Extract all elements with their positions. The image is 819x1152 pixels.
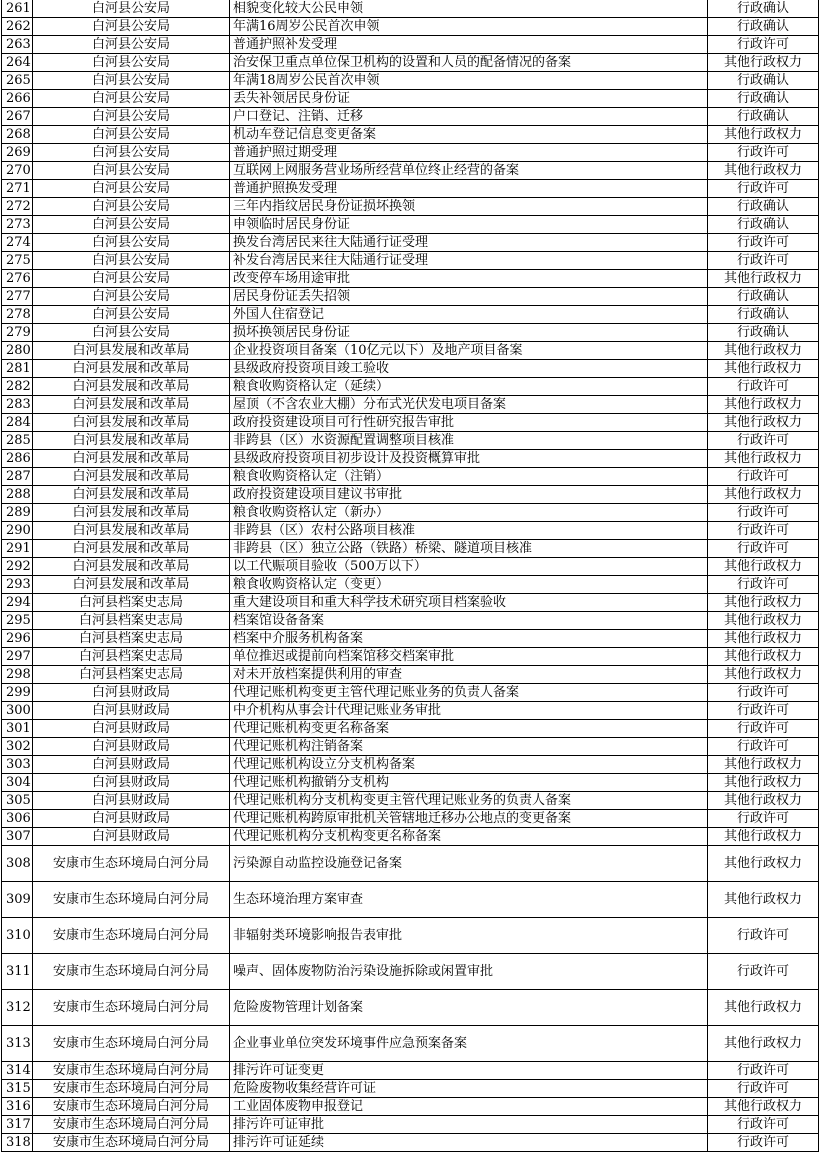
- department-cell: 安康市生态环境局白河分局: [33, 1062, 230, 1080]
- item-name-cell: 普通护照补发受理: [230, 36, 708, 54]
- item-name-cell: 政府投资建设项目建议书审批: [230, 486, 708, 504]
- table-row: [2, 432, 819, 450]
- department-cell: 白河县公安局: [33, 90, 230, 108]
- table-row: [2, 648, 819, 666]
- power-type-cell: 行政许可: [708, 954, 819, 990]
- power-type-cell: 其他行政权力: [708, 594, 819, 612]
- item-name-cell: 工业固体废物申报登记: [230, 1098, 708, 1116]
- row-number-cell: 301: [2, 720, 33, 738]
- power-type-cell: 行政许可: [708, 702, 819, 720]
- department-cell: 白河县公安局: [33, 288, 230, 306]
- item-name-cell: 排污许可证变更: [230, 1062, 708, 1080]
- power-type-cell: 行政确认: [708, 198, 819, 216]
- power-type-cell: 行政许可: [708, 810, 819, 828]
- item-name-cell: 重大建设项目和重大科学技术研究项目档案验收: [230, 594, 708, 612]
- item-name-cell: 换发台湾居民来往大陆通行证受理: [230, 234, 708, 252]
- item-name-cell: 代理记账机构撤销分支机构: [230, 774, 708, 792]
- row-number-cell: 264: [2, 54, 33, 72]
- row-number-cell: 311: [2, 954, 33, 990]
- table-row: [2, 90, 819, 108]
- row-number-cell: 317: [2, 1116, 33, 1134]
- power-type-cell: 行政许可: [708, 684, 819, 702]
- power-type-cell: 其他行政权力: [708, 828, 819, 846]
- power-type-cell: 行政确认: [708, 0, 819, 18]
- row-number-cell: 278: [2, 306, 33, 324]
- power-type-cell: 其他行政权力: [708, 342, 819, 360]
- item-name-cell: 居民身份证丢失招领: [230, 288, 708, 306]
- table-row: [2, 504, 819, 522]
- table-row: [2, 18, 819, 36]
- power-type-cell: 行政确认: [708, 324, 819, 342]
- power-type-cell: 行政许可: [708, 1062, 819, 1080]
- row-number-cell: 300: [2, 702, 33, 720]
- item-name-cell: 相貌变化较大公民申领: [230, 0, 708, 18]
- item-name-cell: 县级政府投资项目竣工验收: [230, 360, 708, 378]
- item-name-cell: 外国人住宿登记: [230, 306, 708, 324]
- row-number-cell: 272: [2, 198, 33, 216]
- department-cell: 白河县公安局: [33, 144, 230, 162]
- table-row: [2, 918, 819, 954]
- power-type-cell: 其他行政权力: [708, 666, 819, 684]
- table-row: [2, 288, 819, 306]
- table-row: [2, 108, 819, 126]
- table-row: [2, 576, 819, 594]
- power-type-cell: 行政确认: [708, 108, 819, 126]
- power-type-cell: 其他行政权力: [708, 396, 819, 414]
- department-cell: 安康市生态环境局白河分局: [33, 1116, 230, 1134]
- power-type-cell: 其他行政权力: [708, 54, 819, 72]
- table-row: [2, 342, 819, 360]
- item-name-cell: 普通护照过期受理: [230, 144, 708, 162]
- department-cell: 白河县发展和改革局: [33, 468, 230, 486]
- power-type-cell: 其他行政权力: [708, 630, 819, 648]
- item-name-cell: 县级政府投资项目初步设计及投资概算审批: [230, 450, 708, 468]
- power-type-cell: 行政许可: [708, 180, 819, 198]
- row-number-cell: 284: [2, 414, 33, 432]
- department-cell: 白河县发展和改革局: [33, 558, 230, 576]
- power-type-cell: 其他行政权力: [708, 360, 819, 378]
- row-number-cell: 287: [2, 468, 33, 486]
- row-number-cell: 291: [2, 540, 33, 558]
- department-cell: 白河县发展和改革局: [33, 540, 230, 558]
- item-name-cell: 危险废物管理计划备案: [230, 990, 708, 1026]
- department-cell: 安康市生态环境局白河分局: [33, 882, 230, 918]
- item-name-cell: 丢失补领居民身份证: [230, 90, 708, 108]
- row-number-cell: 280: [2, 342, 33, 360]
- row-number-cell: 268: [2, 126, 33, 144]
- department-cell: 白河县财政局: [33, 810, 230, 828]
- table-row: [2, 144, 819, 162]
- table-row: [2, 540, 819, 558]
- row-number-cell: 314: [2, 1062, 33, 1080]
- department-cell: 白河县财政局: [33, 738, 230, 756]
- table-row: [2, 468, 819, 486]
- department-cell: 白河县发展和改革局: [33, 396, 230, 414]
- row-number-cell: 308: [2, 846, 33, 882]
- department-cell: 白河县公安局: [33, 270, 230, 288]
- item-name-cell: 治安保卫重点单位保卫机构的设置和人员的配备情况的备案: [230, 54, 708, 72]
- item-name-cell: 以工代赈项目验收（500万以下）: [230, 558, 708, 576]
- row-number-cell: 262: [2, 18, 33, 36]
- item-name-cell: 企业事业单位突发环境事件应急预案备案: [230, 1026, 708, 1062]
- power-type-cell: 行政许可: [708, 576, 819, 594]
- power-type-cell: 其他行政权力: [708, 612, 819, 630]
- item-name-cell: 代理记账机构变更主管代理记账业务的负责人备案: [230, 684, 708, 702]
- row-number-cell: 267: [2, 108, 33, 126]
- table-row: [2, 306, 819, 324]
- row-number-cell: 312: [2, 990, 33, 1026]
- row-number-cell: 306: [2, 810, 33, 828]
- row-number-cell: 290: [2, 522, 33, 540]
- item-name-cell: 申领临时居民身份证: [230, 216, 708, 234]
- item-name-cell: 排污许可证延续: [230, 1134, 708, 1152]
- department-cell: 白河县公安局: [33, 324, 230, 342]
- power-type-cell: 行政确认: [708, 288, 819, 306]
- department-cell: 白河县发展和改革局: [33, 360, 230, 378]
- table-row: [2, 234, 819, 252]
- item-name-cell: 企业投资项目备案（10亿元以下）及地产项目备案: [230, 342, 708, 360]
- table-row: [2, 522, 819, 540]
- row-number-cell: 316: [2, 1098, 33, 1116]
- department-cell: 白河县财政局: [33, 702, 230, 720]
- item-name-cell: 非跨县（区）独立公路（铁路）桥梁、隧道项目核准: [230, 540, 708, 558]
- power-type-cell: 其他行政权力: [708, 270, 819, 288]
- table-body: [2, 0, 819, 1152]
- row-number-cell: 282: [2, 378, 33, 396]
- power-type-cell: 行政许可: [708, 252, 819, 270]
- table-row: [2, 126, 819, 144]
- item-name-cell: 档案中介服务机构备案: [230, 630, 708, 648]
- row-number-cell: 309: [2, 882, 33, 918]
- row-number-cell: 294: [2, 594, 33, 612]
- power-type-cell: 行政许可: [708, 1080, 819, 1098]
- department-cell: 白河县公安局: [33, 198, 230, 216]
- item-name-cell: 生态环境治理方案审查: [230, 882, 708, 918]
- department-cell: 白河县财政局: [33, 792, 230, 810]
- table-row: [2, 198, 819, 216]
- table-row: [2, 774, 819, 792]
- power-type-cell: 行政许可: [708, 1116, 819, 1134]
- power-type-cell: 行政许可: [708, 234, 819, 252]
- department-cell: 安康市生态环境局白河分局: [33, 1080, 230, 1098]
- row-number-cell: 286: [2, 450, 33, 468]
- table-row: [2, 414, 819, 432]
- power-type-cell: 行政确认: [708, 216, 819, 234]
- item-name-cell: 户口登记、注销、迁移: [230, 108, 708, 126]
- table-row: [2, 810, 819, 828]
- table-row: [2, 216, 819, 234]
- row-number-cell: 313: [2, 1026, 33, 1062]
- department-cell: 白河县发展和改革局: [33, 342, 230, 360]
- department-cell: 白河县公安局: [33, 0, 230, 18]
- item-name-cell: 非跨县（区）农村公路项目核准: [230, 522, 708, 540]
- table-row: [2, 0, 819, 18]
- item-name-cell: 对未开放档案提供利用的审查: [230, 666, 708, 684]
- item-name-cell: 粮食收购资格认定（变更）: [230, 576, 708, 594]
- department-cell: 安康市生态环境局白河分局: [33, 1026, 230, 1062]
- power-type-cell: 行政许可: [708, 432, 819, 450]
- power-type-cell: 其他行政权力: [708, 414, 819, 432]
- item-name-cell: 损坏换领居民身份证: [230, 324, 708, 342]
- table-row: [2, 360, 819, 378]
- power-type-cell: 行政确认: [708, 90, 819, 108]
- table-row: [2, 846, 819, 882]
- power-type-cell: 行政确认: [708, 72, 819, 90]
- item-name-cell: 改变停车场用途审批: [230, 270, 708, 288]
- power-type-cell: 行政许可: [708, 36, 819, 54]
- power-type-cell: 其他行政权力: [708, 648, 819, 666]
- row-number-cell: 303: [2, 756, 33, 774]
- table-row: [2, 1134, 819, 1152]
- power-type-cell: 其他行政权力: [708, 162, 819, 180]
- item-name-cell: 代理记账机构注销备案: [230, 738, 708, 756]
- item-name-cell: 粮食收购资格认定（新办）: [230, 504, 708, 522]
- power-type-cell: 行政许可: [708, 468, 819, 486]
- row-number-cell: 274: [2, 234, 33, 252]
- row-number-cell: 305: [2, 792, 33, 810]
- item-name-cell: 三年内指纹居民身份证损坏换领: [230, 198, 708, 216]
- item-name-cell: 单位推迟或提前向档案馆移交档案审批: [230, 648, 708, 666]
- department-cell: 白河县公安局: [33, 162, 230, 180]
- power-list-table: [1, 0, 819, 1152]
- department-cell: 白河县公安局: [33, 216, 230, 234]
- table-row: [2, 1026, 819, 1062]
- power-type-cell: 行政许可: [708, 720, 819, 738]
- row-number-cell: 304: [2, 774, 33, 792]
- row-number-cell: 269: [2, 144, 33, 162]
- power-type-cell: 行政确认: [708, 306, 819, 324]
- row-number-cell: 277: [2, 288, 33, 306]
- department-cell: 白河县公安局: [33, 126, 230, 144]
- item-name-cell: 代理记账机构变更名称备案: [230, 720, 708, 738]
- department-cell: 白河县发展和改革局: [33, 504, 230, 522]
- department-cell: 安康市生态环境局白河分局: [33, 1134, 230, 1152]
- department-cell: 白河县发展和改革局: [33, 378, 230, 396]
- item-name-cell: 年满16周岁公民首次申领: [230, 18, 708, 36]
- table-row: [2, 324, 819, 342]
- department-cell: 白河县发展和改革局: [33, 414, 230, 432]
- item-name-cell: 粮食收购资格认定（注销）: [230, 468, 708, 486]
- table-row: [2, 378, 819, 396]
- item-name-cell: 代理记账机构分支机构变更名称备案: [230, 828, 708, 846]
- item-name-cell: 屋顶（不含农业大棚）分布式光伏发电项目备案: [230, 396, 708, 414]
- table-row: [2, 684, 819, 702]
- item-name-cell: 互联网上网服务营业场所经营单位终止经营的备案: [230, 162, 708, 180]
- table-row: [2, 720, 819, 738]
- department-cell: 白河县公安局: [33, 18, 230, 36]
- department-cell: 白河县公安局: [33, 252, 230, 270]
- table-row: [2, 162, 819, 180]
- table-row: [2, 180, 819, 198]
- item-name-cell: 噪声、固体废物防治污染设施拆除或闲置审批: [230, 954, 708, 990]
- table-row: [2, 702, 819, 720]
- department-cell: 白河县发展和改革局: [33, 450, 230, 468]
- row-number-cell: 315: [2, 1080, 33, 1098]
- row-number-cell: 271: [2, 180, 33, 198]
- table-row: [2, 72, 819, 90]
- item-name-cell: 政府投资建设项目可行性研究报告审批: [230, 414, 708, 432]
- department-cell: 白河县财政局: [33, 828, 230, 846]
- department-cell: 安康市生态环境局白河分局: [33, 846, 230, 882]
- row-number-cell: 295: [2, 612, 33, 630]
- table-row: [2, 738, 819, 756]
- table-row: [2, 594, 819, 612]
- item-name-cell: 中介机构从事会计代理记账业务审批: [230, 702, 708, 720]
- table-row: [2, 270, 819, 288]
- department-cell: 安康市生态环境局白河分局: [33, 990, 230, 1026]
- department-cell: 安康市生态环境局白河分局: [33, 954, 230, 990]
- table-row: [2, 54, 819, 72]
- power-type-cell: 其他行政权力: [708, 990, 819, 1026]
- row-number-cell: 288: [2, 486, 33, 504]
- row-number-cell: 292: [2, 558, 33, 576]
- power-type-cell: 行政许可: [708, 738, 819, 756]
- power-type-cell: 其他行政权力: [708, 792, 819, 810]
- department-cell: 白河县财政局: [33, 756, 230, 774]
- row-number-cell: 310: [2, 918, 33, 954]
- item-name-cell: 机动车登记信息变更备案: [230, 126, 708, 144]
- table-row: [2, 252, 819, 270]
- item-name-cell: 非辐射类环境影响报告表审批: [230, 918, 708, 954]
- department-cell: 白河县发展和改革局: [33, 486, 230, 504]
- department-cell: 白河县发展和改革局: [33, 576, 230, 594]
- department-cell: 白河县财政局: [33, 720, 230, 738]
- row-number-cell: 273: [2, 216, 33, 234]
- item-name-cell: 普通护照换发受理: [230, 180, 708, 198]
- table-row: [2, 1116, 819, 1134]
- row-number-cell: 276: [2, 270, 33, 288]
- power-type-cell: 其他行政权力: [708, 450, 819, 468]
- table-row: [2, 1080, 819, 1098]
- table-row: [2, 486, 819, 504]
- department-cell: 白河县发展和改革局: [33, 432, 230, 450]
- item-name-cell: 非跨县（区）水资源配置调整项目核准: [230, 432, 708, 450]
- department-cell: 白河县公安局: [33, 108, 230, 126]
- department-cell: 白河县财政局: [33, 774, 230, 792]
- row-number-cell: 318: [2, 1134, 33, 1152]
- row-number-cell: 299: [2, 684, 33, 702]
- department-cell: 白河县档案史志局: [33, 666, 230, 684]
- department-cell: 白河县发展和改革局: [33, 522, 230, 540]
- item-name-cell: 危险废物收集经营许可证: [230, 1080, 708, 1098]
- power-type-cell: 行政许可: [708, 1134, 819, 1152]
- table-row: [2, 792, 819, 810]
- item-name-cell: 代理记账机构设立分支机构备案: [230, 756, 708, 774]
- row-number-cell: 298: [2, 666, 33, 684]
- table-row: [2, 882, 819, 918]
- power-type-cell: 行政许可: [708, 522, 819, 540]
- row-number-cell: 283: [2, 396, 33, 414]
- table-row: [2, 666, 819, 684]
- power-type-cell: 行政许可: [708, 918, 819, 954]
- item-name-cell: 年满18周岁公民首次申领: [230, 72, 708, 90]
- department-cell: 白河县公安局: [33, 36, 230, 54]
- item-name-cell: 代理记账机构跨原审批机关管辖地迁移办公地点的变更备案: [230, 810, 708, 828]
- department-cell: 白河县公安局: [33, 234, 230, 252]
- row-number-cell: 297: [2, 648, 33, 666]
- row-number-cell: 296: [2, 630, 33, 648]
- row-number-cell: 261: [2, 0, 33, 18]
- row-number-cell: 266: [2, 90, 33, 108]
- department-cell: 白河县公安局: [33, 306, 230, 324]
- power-type-cell: 行政许可: [708, 144, 819, 162]
- row-number-cell: 265: [2, 72, 33, 90]
- department-cell: 安康市生态环境局白河分局: [33, 1098, 230, 1116]
- row-number-cell: 281: [2, 360, 33, 378]
- row-number-cell: 293: [2, 576, 33, 594]
- row-number-cell: 307: [2, 828, 33, 846]
- table-row: [2, 36, 819, 54]
- power-type-cell: 行政许可: [708, 540, 819, 558]
- power-type-cell: 其他行政权力: [708, 774, 819, 792]
- table-row: [2, 756, 819, 774]
- department-cell: 白河县档案史志局: [33, 594, 230, 612]
- power-type-cell: 其他行政权力: [708, 126, 819, 144]
- table-row: [2, 612, 819, 630]
- table-row: [2, 450, 819, 468]
- department-cell: 白河县档案史志局: [33, 630, 230, 648]
- item-name-cell: 代理记账机构分支机构变更主管代理记账业务的负责人备案: [230, 792, 708, 810]
- item-name-cell: 档案馆设备备案: [230, 612, 708, 630]
- table-row: [2, 1062, 819, 1080]
- item-name-cell: 粮食收购资格认定（延续）: [230, 378, 708, 396]
- power-type-cell: 行政确认: [708, 18, 819, 36]
- table-row: [2, 828, 819, 846]
- item-name-cell: 排污许可证审批: [230, 1116, 708, 1134]
- power-type-cell: 其他行政权力: [708, 882, 819, 918]
- power-type-cell: 其他行政权力: [708, 846, 819, 882]
- department-cell: 白河县公安局: [33, 54, 230, 72]
- item-name-cell: 补发台湾居民来往大陆通行证受理: [230, 252, 708, 270]
- department-cell: 白河县公安局: [33, 72, 230, 90]
- department-cell: 白河县档案史志局: [33, 612, 230, 630]
- table-row: [2, 630, 819, 648]
- row-number-cell: 270: [2, 162, 33, 180]
- power-type-cell: 行政许可: [708, 504, 819, 522]
- row-number-cell: 302: [2, 738, 33, 756]
- power-type-cell: 其他行政权力: [708, 756, 819, 774]
- power-type-cell: 其他行政权力: [708, 558, 819, 576]
- row-number-cell: 275: [2, 252, 33, 270]
- row-number-cell: 279: [2, 324, 33, 342]
- table-row: [2, 558, 819, 576]
- department-cell: 安康市生态环境局白河分局: [33, 918, 230, 954]
- department-cell: 白河县档案史志局: [33, 648, 230, 666]
- table-row: [2, 990, 819, 1026]
- power-type-cell: 其他行政权力: [708, 1026, 819, 1062]
- table-row: [2, 396, 819, 414]
- department-cell: 白河县公安局: [33, 180, 230, 198]
- power-type-cell: 其他行政权力: [708, 486, 819, 504]
- power-type-cell: 其他行政权力: [708, 1098, 819, 1116]
- row-number-cell: 263: [2, 36, 33, 54]
- row-number-cell: 285: [2, 432, 33, 450]
- table-row: [2, 1098, 819, 1116]
- table-row: [2, 954, 819, 990]
- item-name-cell: 污染源自动监控设施登记备案: [230, 846, 708, 882]
- row-number-cell: 289: [2, 504, 33, 522]
- power-type-cell: 行政许可: [708, 378, 819, 396]
- department-cell: 白河县财政局: [33, 684, 230, 702]
